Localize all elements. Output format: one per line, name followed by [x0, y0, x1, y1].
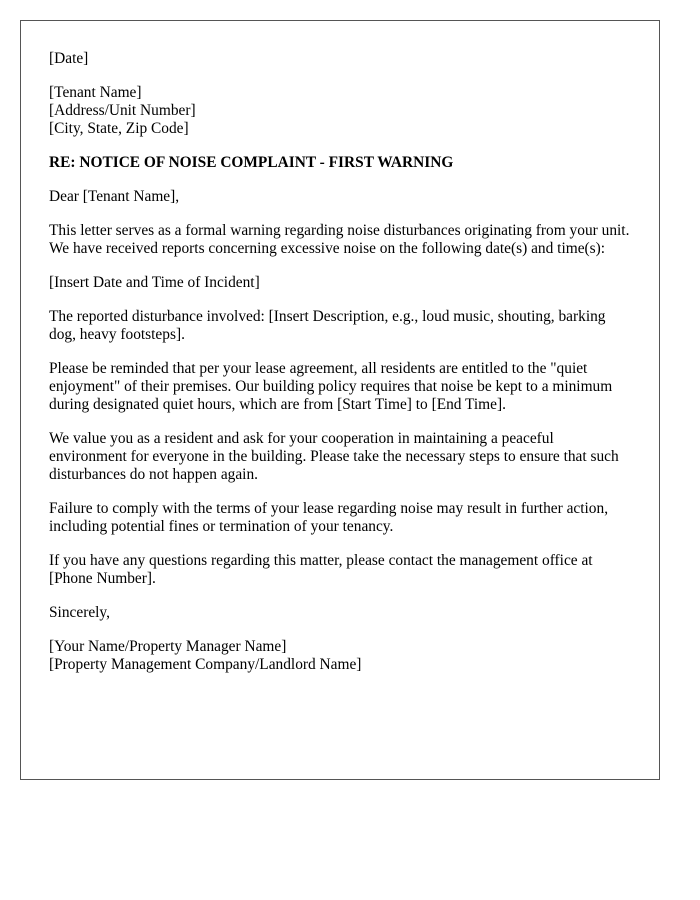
signature-company: [Property Management Company/Landlord Name]	[49, 656, 362, 673]
body-paragraph-contact: If you have any questions regarding this matter, please contact the management office at [Phone Number].	[49, 552, 593, 587]
closing: Sincerely,	[49, 604, 110, 621]
signature-name: [Your Name/Property Manager Name]	[49, 638, 287, 655]
recipient-city: [City, State, Zip Code]	[49, 120, 189, 137]
body-paragraph-intro: This letter serves as a formal warning regarding noise disturbances originating from your unit. We have received reports concerning excessive noise on the following date(s) and time(s):	[49, 222, 630, 257]
letter-date: [Date]	[49, 50, 89, 67]
signature-block	[49, 638, 631, 674]
body-paragraph-description: The reported disturbance involved: [Insert Description, e.g., loud music, shouting, barking dog, heavy footsteps].	[49, 308, 606, 343]
recipient-block	[49, 84, 631, 138]
body-paragraph-cooperation: We value you as a resident and ask for your cooperation in maintaining a peaceful environment for everyone in the building. Please take the necessary steps to ensure that such disturbances do not happen again.	[49, 430, 619, 483]
recipient-name: [Tenant Name]	[49, 84, 142, 101]
body-paragraph-consequences: Failure to comply with the terms of your lease regarding noise may result in further action, including potential fines or termination of your tenancy.	[49, 500, 609, 535]
letter-page	[20, 20, 660, 780]
recipient-address: [Address/Unit Number]	[49, 102, 196, 119]
body-paragraph-incident-date: [Insert Date and Time of Incident]	[49, 274, 260, 291]
body-paragraph-lease-policy: Please be reminded that per your lease agreement, all residents are entitled to the "quiet enjoyment" of their premises. Our building policy requires that noise be kept to a minimum during designated quiet hours, which are from [Start Time] to [End Time].	[49, 360, 613, 413]
salutation: Dear [Tenant Name],	[49, 188, 180, 205]
letter-subject: RE: NOTICE OF NOISE COMPLAINT - FIRST WARNING	[49, 154, 454, 171]
